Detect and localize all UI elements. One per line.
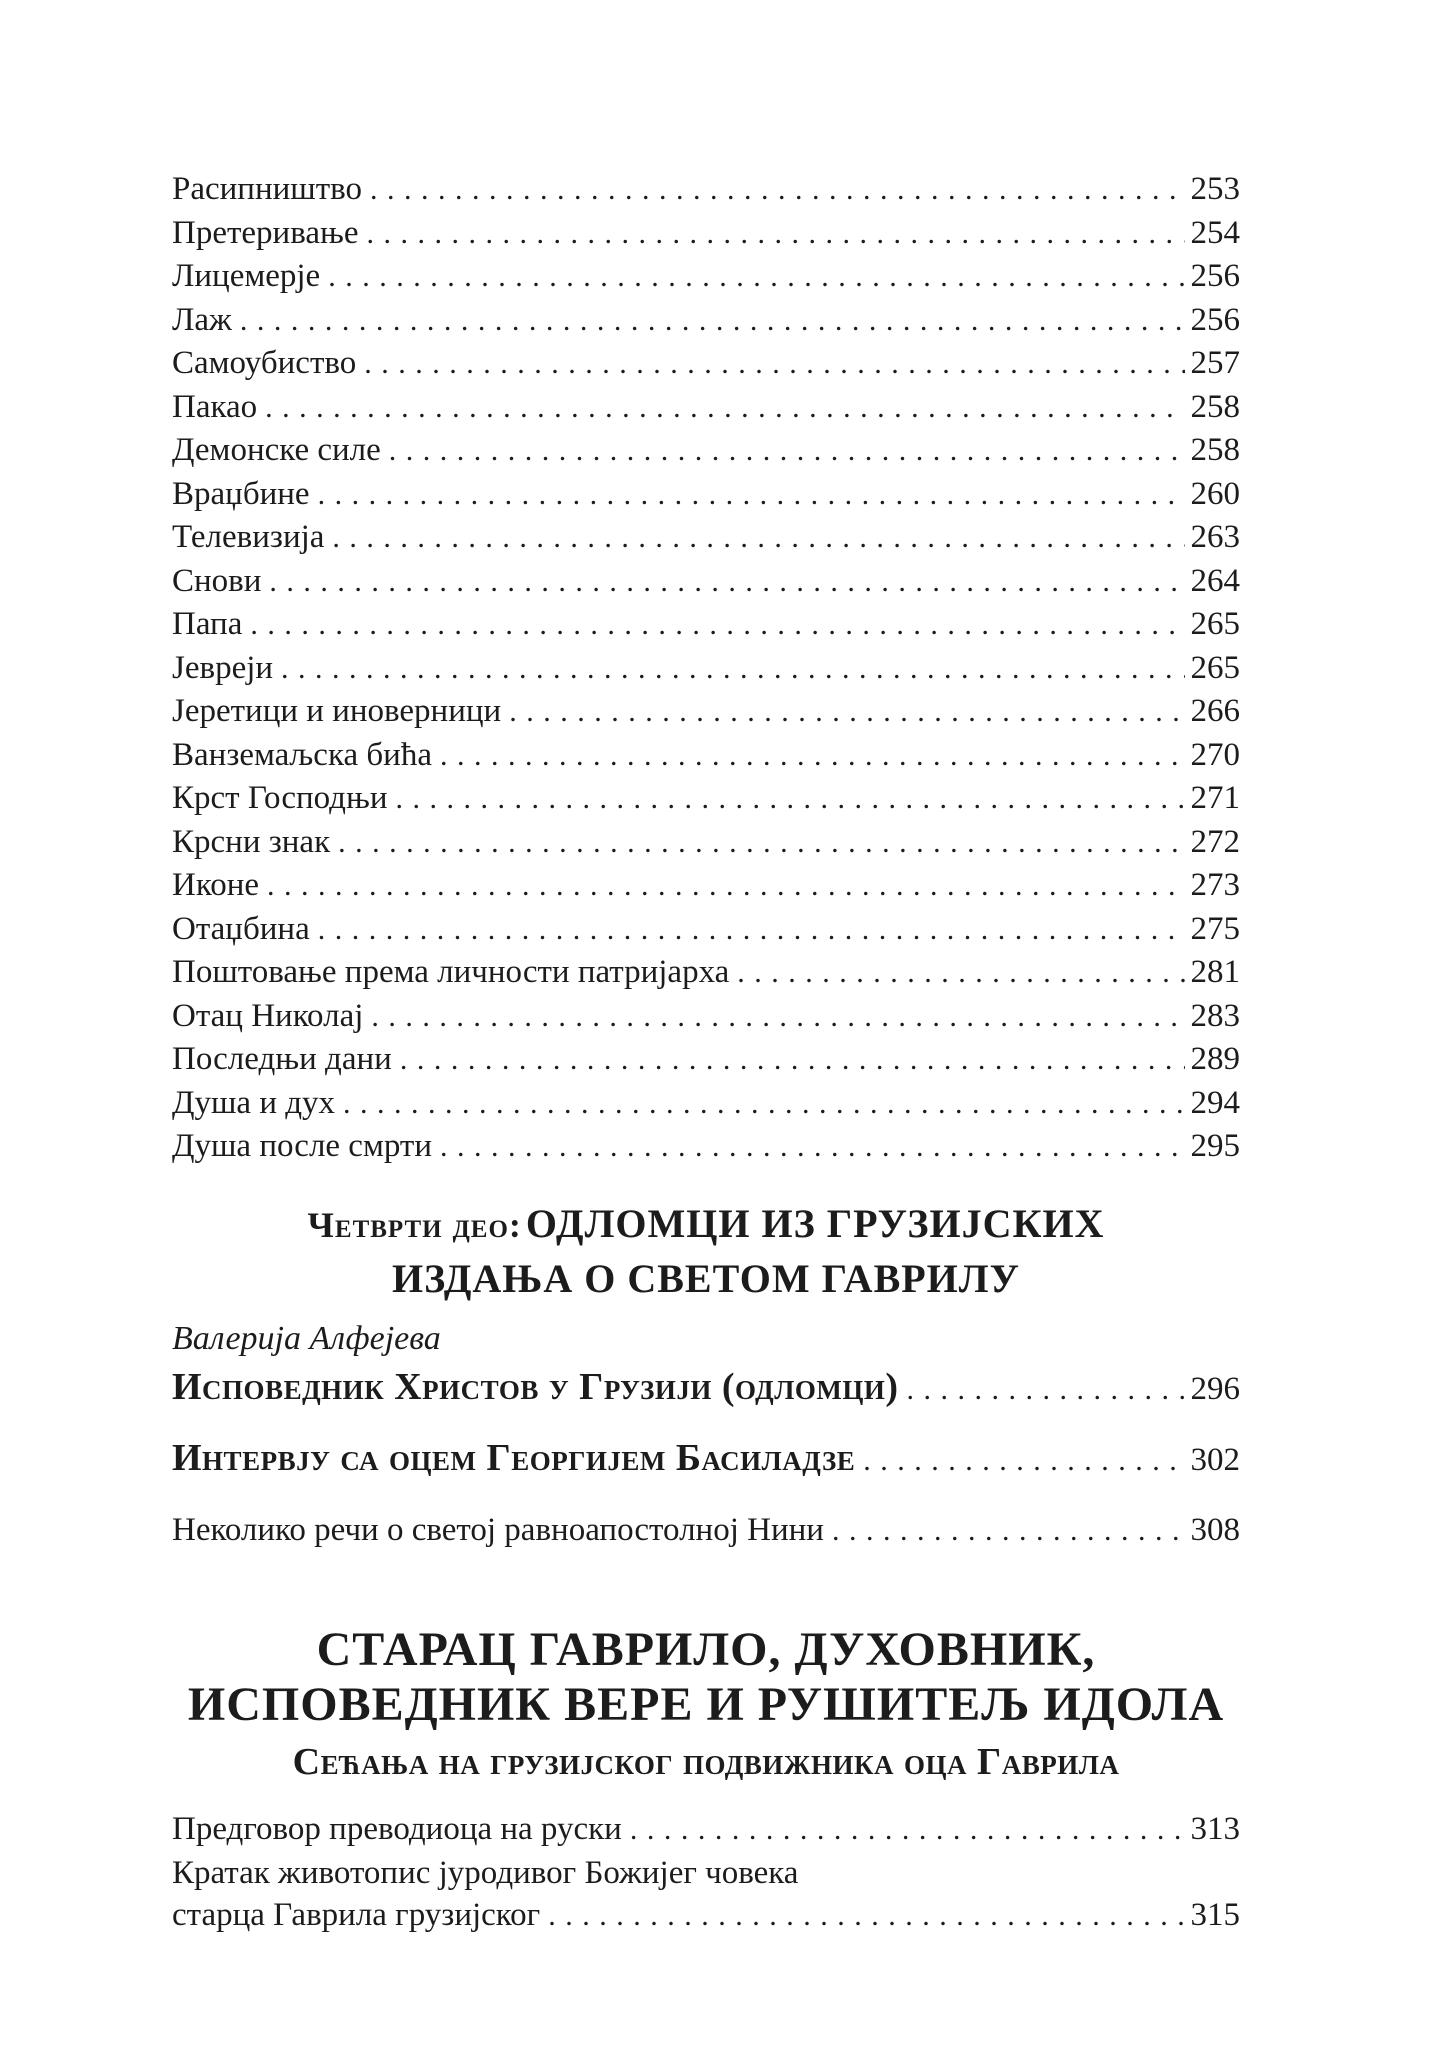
toc-entry-page-number: 264 bbox=[1190, 562, 1240, 599]
toc-row bbox=[172, 212, 1240, 256]
toc-row bbox=[172, 473, 1240, 517]
toc-row bbox=[172, 647, 1240, 691]
toc-entry-page-number: 258 bbox=[1190, 432, 1240, 468]
toc-entry-page-number: 302 bbox=[1190, 1442, 1240, 1478]
toc-entry-page-number: 272 bbox=[1190, 823, 1240, 860]
toc-entry-label: Поштовање према личности патријарха bbox=[172, 954, 730, 990]
dot-leader bbox=[267, 864, 1185, 908]
toc-row bbox=[172, 864, 1240, 908]
toc-entry-page-number: 294 bbox=[1190, 1084, 1240, 1121]
toc-entry-label: Снови bbox=[172, 562, 262, 599]
section4-heading bbox=[172, 1201, 1240, 1302]
toc-row bbox=[172, 821, 1240, 865]
toc-entry-page-number: 265 bbox=[1190, 606, 1240, 642]
toc-entry-page-number: 283 bbox=[1190, 997, 1240, 1034]
toc-entry-page-number: 257 bbox=[1190, 345, 1240, 381]
toc-row bbox=[172, 951, 1240, 995]
toc-list-section4 bbox=[172, 1366, 1240, 1553]
toc-row bbox=[172, 560, 1240, 604]
toc-entry-label: Лицемерје bbox=[172, 258, 321, 294]
toc-entry-label: Душа и дух bbox=[172, 1084, 336, 1121]
dot-leader bbox=[509, 690, 1184, 734]
toc-entry-page-number: 271 bbox=[1190, 780, 1240, 816]
toc-entry-page-number: 289 bbox=[1190, 1041, 1240, 1077]
toc-entry-label: Отаџбина bbox=[172, 910, 310, 947]
toc-row bbox=[172, 1038, 1240, 1082]
dot-leader bbox=[364, 342, 1184, 386]
toc-entry-label: Кратак животопис јуродивог Божијег човека bbox=[172, 1854, 799, 1891]
toc-entry-label: Папа bbox=[172, 606, 243, 642]
section4-heading-prefix: Четврти део: bbox=[307, 1204, 522, 1245]
dot-leader bbox=[281, 647, 1184, 691]
dot-leader bbox=[440, 1125, 1185, 1169]
toc-row bbox=[172, 1808, 1240, 1852]
toc-entry-label: Демонске силе bbox=[172, 432, 381, 468]
toc-row bbox=[172, 1437, 1240, 1483]
toc-entry-page-number: 308 bbox=[1190, 1511, 1240, 1548]
toc-entry-label: старца Гаврила грузијског bbox=[172, 1897, 541, 1933]
dot-leader bbox=[396, 777, 1185, 821]
dot-leader bbox=[370, 168, 1185, 212]
toc-row bbox=[172, 429, 1240, 473]
toc-entry-label: Последњи дани bbox=[172, 1041, 392, 1077]
toc-entry-page-number: 270 bbox=[1190, 736, 1240, 773]
dot-leader bbox=[265, 386, 1184, 430]
toc-row bbox=[172, 516, 1240, 560]
toc-entry-label: Крсни знак bbox=[172, 823, 331, 860]
toc-entry-page-number: 296 bbox=[1190, 1370, 1240, 1407]
dot-leader bbox=[371, 995, 1184, 1039]
toc-row bbox=[172, 1509, 1240, 1553]
book2-title-line2: ИСПОВЕДНИК ВЕРЕ И РУШИТЕЉ ИДОЛА bbox=[187, 1678, 1225, 1731]
toc-list-book2 bbox=[172, 1808, 1240, 1938]
toc-row bbox=[172, 255, 1240, 299]
toc-row bbox=[172, 603, 1240, 647]
dot-leader bbox=[630, 1808, 1185, 1852]
toc-entry-page-number: 258 bbox=[1190, 388, 1240, 425]
toc-entry-page-number: 315 bbox=[1190, 1897, 1240, 1933]
toc-row bbox=[172, 777, 1240, 821]
book2-subtitle: Сећања на грузијског подвижника оца Гаврила bbox=[292, 1741, 1120, 1783]
toc-entry-page-number: 275 bbox=[1190, 910, 1240, 947]
toc-entry-label: Интервју са оцем Георгијем Басиладзе bbox=[172, 1437, 856, 1479]
book2-title-line1: СТАРАЦ ГАВРИЛО, ДУХОВНИК, bbox=[316, 1623, 1096, 1676]
dot-leader bbox=[389, 429, 1185, 473]
toc-entry-label: Иконе bbox=[172, 867, 259, 903]
toc-entry-label: Предговор преводиоца на руски bbox=[172, 1811, 622, 1847]
section4-heading-caps: ОДЛОМЦИ ИЗ ГРУЗИЈСКИХ bbox=[525, 1200, 1105, 1246]
section4-heading-line2: ИЗДАЊА О СВЕТОМ ГАВРИЛУ bbox=[392, 1255, 1020, 1301]
dot-leader bbox=[240, 299, 1185, 343]
toc-entry-page-number: 295 bbox=[1190, 1128, 1240, 1164]
toc-entry-label: Ванземаљска бића bbox=[172, 736, 432, 773]
toc-entry-label: Пакао bbox=[172, 388, 258, 425]
toc-entry-label: Отац Николај bbox=[172, 997, 364, 1034]
dot-leader bbox=[343, 1082, 1184, 1126]
toc-row bbox=[172, 995, 1240, 1039]
toc-entry-page-number: 313 bbox=[1190, 1811, 1240, 1847]
toc-entry-label: Претеривање bbox=[172, 214, 359, 251]
dot-leader bbox=[318, 908, 1185, 952]
toc-row bbox=[172, 908, 1240, 952]
toc-row bbox=[172, 690, 1240, 734]
toc-entry-label: Јеретици и иноверници bbox=[172, 693, 502, 729]
toc-entry-label: Крст Господњи bbox=[172, 780, 388, 816]
section4-heading-line1 bbox=[172, 1201, 1240, 1256]
toc-entry-page-number: 256 bbox=[1190, 258, 1240, 294]
toc-entry-page-number: 256 bbox=[1190, 301, 1240, 338]
toc-entry-label: Јевреји bbox=[172, 649, 274, 686]
toc-entry-label: Неколико речи о светој равноапостолној Нини bbox=[172, 1511, 824, 1548]
dot-leader bbox=[400, 1038, 1185, 1082]
dot-leader bbox=[548, 1894, 1184, 1938]
toc-row bbox=[172, 1125, 1240, 1169]
dot-leader bbox=[440, 734, 1185, 778]
author-name: Валерија Алфејева bbox=[172, 1319, 441, 1357]
toc-row bbox=[172, 1366, 1240, 1412]
toc-row bbox=[172, 168, 1240, 212]
dot-leader bbox=[367, 212, 1185, 256]
book2-title-block bbox=[172, 1622, 1240, 1784]
toc-entry-label: Самоубиство bbox=[172, 345, 357, 381]
toc-entry-page-number: 281 bbox=[1190, 954, 1240, 990]
toc-entry-page-number: 273 bbox=[1190, 867, 1240, 903]
toc-entry-page-number: 266 bbox=[1190, 693, 1240, 729]
dot-leader bbox=[338, 821, 1184, 865]
toc-row bbox=[172, 1894, 1240, 1938]
toc-entry-label: Враџбине bbox=[172, 475, 310, 512]
toc-row bbox=[172, 342, 1240, 386]
toc-row bbox=[172, 386, 1240, 430]
dot-leader bbox=[863, 1439, 1184, 1483]
dot-leader bbox=[328, 255, 1184, 299]
dot-leader bbox=[318, 473, 1185, 517]
dot-leader bbox=[907, 1368, 1185, 1412]
toc-entry-label: Исповедник Христов у Грузији (одломци) bbox=[172, 1365, 899, 1408]
toc-content bbox=[172, 168, 1240, 1938]
dot-leader bbox=[269, 560, 1184, 604]
toc-row bbox=[172, 299, 1240, 343]
toc-row bbox=[172, 1082, 1240, 1126]
toc-row bbox=[172, 1852, 1240, 1895]
toc-list-main bbox=[172, 168, 1240, 1169]
toc-entry-label: Расипништво bbox=[172, 171, 362, 207]
dot-leader bbox=[737, 951, 1184, 995]
dot-leader bbox=[832, 1509, 1185, 1553]
toc-entry-label: Лаж bbox=[172, 301, 232, 338]
toc-row bbox=[172, 734, 1240, 778]
dot-leader bbox=[250, 603, 1184, 647]
toc-entry-page-number: 260 bbox=[1190, 475, 1240, 512]
toc-entry-page-number: 263 bbox=[1190, 519, 1240, 555]
toc-entry-label: Душа после смрти bbox=[172, 1128, 432, 1164]
toc-entry-page-number: 253 bbox=[1190, 171, 1240, 207]
toc-entry-page-number: 254 bbox=[1190, 214, 1240, 251]
dot-leader bbox=[332, 516, 1184, 560]
toc-entry-page-number: 265 bbox=[1190, 649, 1240, 686]
toc-entry-label: Телевизија bbox=[172, 519, 325, 555]
